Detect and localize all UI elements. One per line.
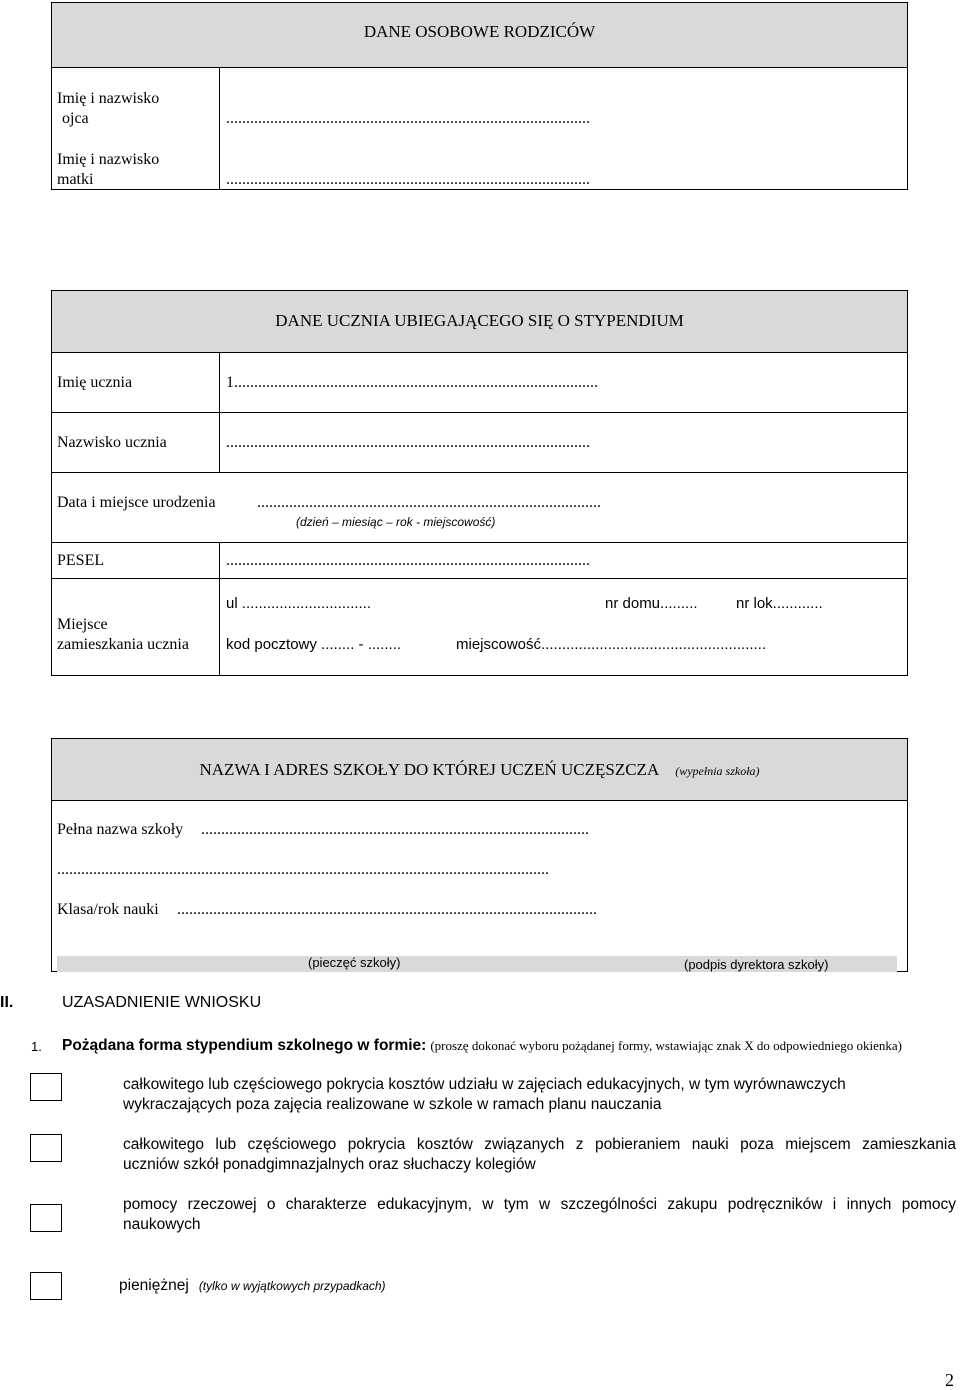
birth-label: Data i miejsce urodzenia — [57, 494, 216, 511]
school-stamp-label: (pieczęć szkoły) — [308, 955, 401, 970]
option-3-line-1: pomocy rzeczowej o charakterze edukacyjnym, w tym w szczególności zakupu podręczników i innych pomocy — [123, 1196, 956, 1213]
option-2-line-2: uczniów szkół ponadgimnazjalnych oraz słuchaczy kolegiów — [123, 1156, 536, 1173]
address-label-2: zamieszkania ucznia — [57, 636, 189, 653]
option-4-note: (tylko w wyjątkowych przypadkach) — [198, 1279, 386, 1293]
option-2-line-1: całkowitego lub częściowego pokrycia kosztów związanych z pobieraniem nauki poza miejscem zamieszkania — [123, 1136, 956, 1153]
option-2-text — [123, 1135, 956, 1175]
option-1-text — [123, 1075, 955, 1115]
apartment-number-field[interactable]: nr lok............ — [736, 595, 823, 612]
option-2-checkbox[interactable] — [30, 1134, 62, 1162]
option-3-line-2: naukowych — [123, 1216, 201, 1233]
school-name-field-2[interactable]: ........................................................................................................................... — [57, 861, 549, 878]
father-name-field[interactable]: ........................................................................................... — [226, 110, 590, 127]
question-number: 1. — [31, 1039, 42, 1054]
parents-section-title: DANE OSOBOWE RODZICÓW — [363, 22, 596, 41]
pesel-label: PESEL — [57, 552, 105, 569]
school-name-field[interactable]: ................................................................................................. — [201, 821, 589, 838]
mother-label: Imię i nazwisko — [57, 151, 160, 168]
section-number: II. — [0, 994, 14, 1011]
school-name-label: Pełna nazwa szkoły — [57, 821, 184, 838]
school-title-note: (wypełnia szkoła) — [675, 764, 760, 778]
birth-field[interactable]: ...................................................................................... — [257, 494, 601, 511]
student-row-line-2 — [51, 472, 908, 473]
option-4-checkbox[interactable] — [30, 1272, 62, 1300]
mother-label-2: matki — [57, 171, 94, 188]
section-title: UZASADNIENIE WNIOSKU — [62, 994, 262, 1011]
last-name-label: Nazwisko ucznia — [57, 434, 167, 451]
house-number-field[interactable]: nr domu......... — [605, 595, 698, 612]
school-section-title — [51, 760, 908, 781]
student-row-line-3 — [51, 542, 908, 543]
student-row-line-1 — [51, 412, 908, 413]
father-label: Imię i nazwisko — [57, 90, 160, 107]
class-field[interactable]: ......................................................................................................... — [177, 901, 597, 918]
question-bold-text: Pożądana forma stypendium szkolnego w formie: — [62, 1037, 427, 1054]
parents-column-divider — [219, 67, 220, 190]
father-label-2: ojca — [62, 110, 89, 127]
first-name-label: Imię ucznia — [57, 374, 133, 391]
town-field[interactable]: miejscowość...................................................... — [456, 636, 767, 653]
first-name-field[interactable]: 1........................................................................................... — [226, 374, 598, 391]
question-text — [62, 1036, 902, 1056]
option-1-line-2: wykraczających poza zajęcia realizowane w szkole w ramach planu nauczania — [123, 1096, 662, 1113]
option-1-checkbox[interactable] — [30, 1073, 62, 1101]
option-4-label: pieniężnej — [119, 1277, 189, 1294]
student-row-line-4 — [51, 578, 908, 579]
option-3-checkbox[interactable] — [30, 1204, 62, 1232]
last-name-field[interactable]: ........................................................................................... — [226, 434, 590, 451]
question-note: (proszę dokonać wyboru pożądanej formy, wstawiając znak X do odpowiedniego okienka) — [430, 1038, 903, 1053]
page-number: 2 — [945, 1370, 954, 1390]
class-label: Klasa/rok nauki — [57, 901, 159, 918]
option-1-line-1: całkowitego lub częściowego pokrycia kosztów udziału w zajęciach edukacyjnych, w tym wyrównawczych — [123, 1076, 846, 1093]
birth-hint: (dzień – miesiąc – rok - miejscowość) — [296, 515, 496, 529]
street-field[interactable]: ul ............................... — [226, 595, 372, 612]
option-3-text — [123, 1195, 956, 1235]
pesel-field[interactable]: ........................................................................................... — [226, 552, 590, 569]
student-column-divider-bottom — [219, 542, 220, 676]
school-title-text: NAZWA I ADRES SZKOŁY DO KTÓREJ UCZEŃ UCZĘSZCZA — [199, 760, 660, 779]
option-4-text — [119, 1276, 386, 1296]
postal-code-field[interactable]: kod pocztowy ........ - ........ — [226, 636, 402, 653]
director-signature-label: (podpis dyrektora szkoły) — [684, 957, 829, 972]
address-label: Miejsce — [57, 616, 108, 633]
student-section-title: DANE UCZNIA UBIEGAJĄCEGO SIĘ O STYPENDIUM — [275, 311, 684, 330]
mother-name-field[interactable]: ........................................................................................... — [226, 171, 590, 188]
